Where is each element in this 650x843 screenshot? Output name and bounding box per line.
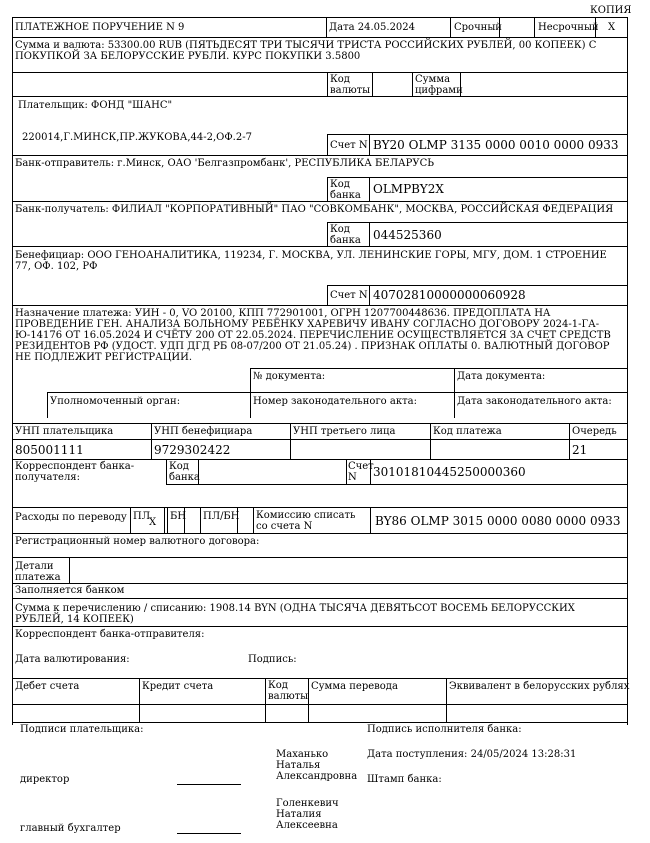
- executor-signature-label: Подпись исполнителя банка:: [367, 724, 522, 735]
- commission-label: Комиссию списать со счета N: [256, 510, 356, 532]
- document-date: Дата 24.05.2024: [329, 22, 416, 33]
- director-name: Маханько Наталья Александровна: [276, 749, 358, 782]
- correspondent-code-label: Код банка: [169, 461, 200, 483]
- legal-act-date-label: Дата законодательного акта:: [457, 396, 612, 407]
- amount-text: Сумма и валюта: 53300.00 RUB (ПЯТЬДЕСЯТ ТРИ ТЫСЯЧИ ТРИСТА РОССИЙСКИХ РУБЛЕЙ, 00 КОПЕЕК) С ПОКУПКОЙ ЗА БЕЛОРУССКИЕ РУБЛИ. КУРС ПОКУПКИ 3.5800: [15, 40, 597, 62]
- expenses-pl-mark: X: [149, 517, 157, 528]
- nonurgent-mark: X: [608, 22, 616, 33]
- payer-signatures-label: Подписи плательщика:: [20, 724, 144, 735]
- receiver-bank-label: Банк-получатель: ФИЛИАЛ "КОРПОРАТИВНЫЙ" ПАО "СОВКОМБАНК", МОСКВА, РОССИЙСКАЯ ФЕДЕРАЦИЯ: [15, 204, 614, 215]
- expenses-label: Расходы по переводу: [15, 512, 127, 523]
- beneficiary-account-label: Счет N: [330, 290, 368, 301]
- unp-beneficiary-label: УНП бенефициара: [154, 426, 253, 437]
- legal-act-number-label: Номер законодательного акта:: [253, 396, 417, 407]
- unp-beneficiary: 9729302422: [154, 443, 231, 457]
- unp-third-label: УНП третьего лица: [293, 426, 396, 437]
- transfer-sum-label: Сумма перевода: [311, 681, 398, 692]
- unp-payer-label: УНП плательщика: [15, 426, 114, 437]
- bank-fill-label: Заполняется банком: [15, 585, 125, 596]
- accountant-signature-line: [177, 833, 241, 834]
- value-date-label: Дата валютирования:: [15, 654, 130, 665]
- receiver-bank-code-label: Код банка: [330, 224, 361, 246]
- details-label: Детали платежа: [15, 561, 61, 583]
- equivalent-label: Эквивалент в белорусских рублях: [449, 681, 630, 692]
- currency-code-label: Код валюты: [330, 74, 371, 96]
- nonurgent-label: Несрочный: [538, 22, 599, 33]
- doc-number-label: № документа:: [253, 371, 326, 382]
- expenses-plbn-label: ПЛ/БН: [203, 511, 240, 522]
- urgent-label: Срочный: [454, 22, 502, 33]
- payer-account: BY20 OLMP 3135 0000 0010 0000 0933: [373, 138, 619, 152]
- commission-account: BY86 OLMP 3015 0000 0080 0000 0933: [375, 514, 621, 528]
- doc-date-label: Дата документа:: [457, 371, 546, 382]
- director-signature-line: [177, 784, 241, 785]
- expenses-bn-label: БН: [170, 511, 187, 522]
- registration-label: Регистрационный номер валютного договора:: [15, 536, 260, 547]
- debit-account-label: Дебет счета: [15, 681, 80, 692]
- sum-digits-label: Сумма цифрами: [415, 74, 463, 96]
- sender-bank-label: Банк-отправитель: г.Минск, ОАО 'Белгазпромбанк', РЕСПУБЛИКА БЕЛАРУСЬ: [15, 158, 434, 169]
- payer-label: Плательщик: ФОНД "ШАНС": [18, 100, 173, 111]
- sender-bank-code-label: Код банка: [330, 179, 361, 201]
- director-label: директор: [20, 774, 70, 785]
- queue-value: 21: [572, 443, 588, 457]
- payer-account-label: Счет N: [330, 140, 368, 151]
- payment-purpose: Назначение платежа: УИН - 0, VO 20100, КПП 772901001, ОГРН 1207700448636. ПРЕДОПЛАТА НА ПРОВЕДЕНИЕ ГЕН. АНАЛИЗА БОЛЬНОМУ РЕБЁНКУ ХАРЕВИЧУ ИВАНУ СОГЛАСНО ДОГОВОРУ 2024-1-ГА-Ю-14176 ОТ 16.05.2024 И СЧЁТУ 200 ОТ 22.05.2024. ПЕРЕЧИСЛЕНИЕ ОСУЩЕСТВЛЯЕТСЯ ЗА СЧЕТ СРЕДСТВ РЕЗИДЕНТОВ РФ (УДОСТ. УДП ДГД РБ 08-07/200 ОТ 21.05.24) . ПРИЗНАК ОПЛАТЫ 0. ВАЛЮТНЫЙ ДОГОВОР НЕ ПОДЛЕЖИТ РЕГИСТРАЦИИ.: [15, 308, 611, 363]
- correspondent-label: Корреспондент банка-получателя:: [15, 461, 135, 483]
- credit-account-label: Кредит счета: [142, 681, 214, 692]
- payment-order-form: [12, 17, 628, 725]
- accountant-name: Голенкевич Наталия Алексеевна: [276, 798, 339, 831]
- ledger-currency-code-label: Код валюты: [268, 680, 309, 702]
- unp-payer: 805001111: [15, 443, 84, 457]
- receiver-bank-code: 044525360: [373, 228, 442, 242]
- copy-label: КОПИЯ: [590, 5, 632, 16]
- authorized-org-label: Уполномоченный орган:: [50, 396, 181, 407]
- accountant-label: главный бухгалтер: [20, 823, 121, 834]
- signature-label: Подпись:: [248, 654, 297, 665]
- queue-label: Очередь: [572, 426, 617, 437]
- expenses-pl-label: ПЛ: [133, 511, 151, 522]
- sender-bank-code: OLMPBY2X: [373, 182, 444, 196]
- sender-correspondent-label: Корреспондент банка-отправителя:: [15, 629, 205, 640]
- receipt-date: Дата поступления: 24/05/2024 13:28:31: [367, 749, 577, 760]
- payer-address: 220014,Г.МИНСК,ПР.ЖУКОВА,44-2,ОФ.2-7: [22, 132, 252, 143]
- transfer-sum: Сумма к перечислению / списанию: 1908.14 BYN (ОДНА ТЫСЯЧА ДЕВЯТЬСОТ ВОСЕМЬ БЕЛОРУССКИХ РУБЛЕЙ, 14 КОПЕЕК): [15, 603, 575, 625]
- beneficiary-account: 40702810000000060928: [373, 288, 526, 302]
- payment-code-label: Код платежа: [433, 426, 502, 437]
- bank-stamp-label: Штамп банка:: [367, 774, 442, 785]
- correspondent-account: 30101810445250000360: [373, 465, 526, 479]
- correspondent-account-label: Счет N: [348, 461, 374, 483]
- document-title: ПЛАТЕЖНОЕ ПОРУЧЕНИЕ N 9: [15, 22, 185, 33]
- beneficiary-label: Бенефициар: ООО ГЕНОАНАЛИТИКА, 119234, Г. МОСКВА, УЛ. ЛЕНИНСКИЕ ГОРЫ, МГУ, ДОМ. 1 СТРОЕНИЕ 77, ОФ. 102, РФ: [15, 250, 607, 272]
